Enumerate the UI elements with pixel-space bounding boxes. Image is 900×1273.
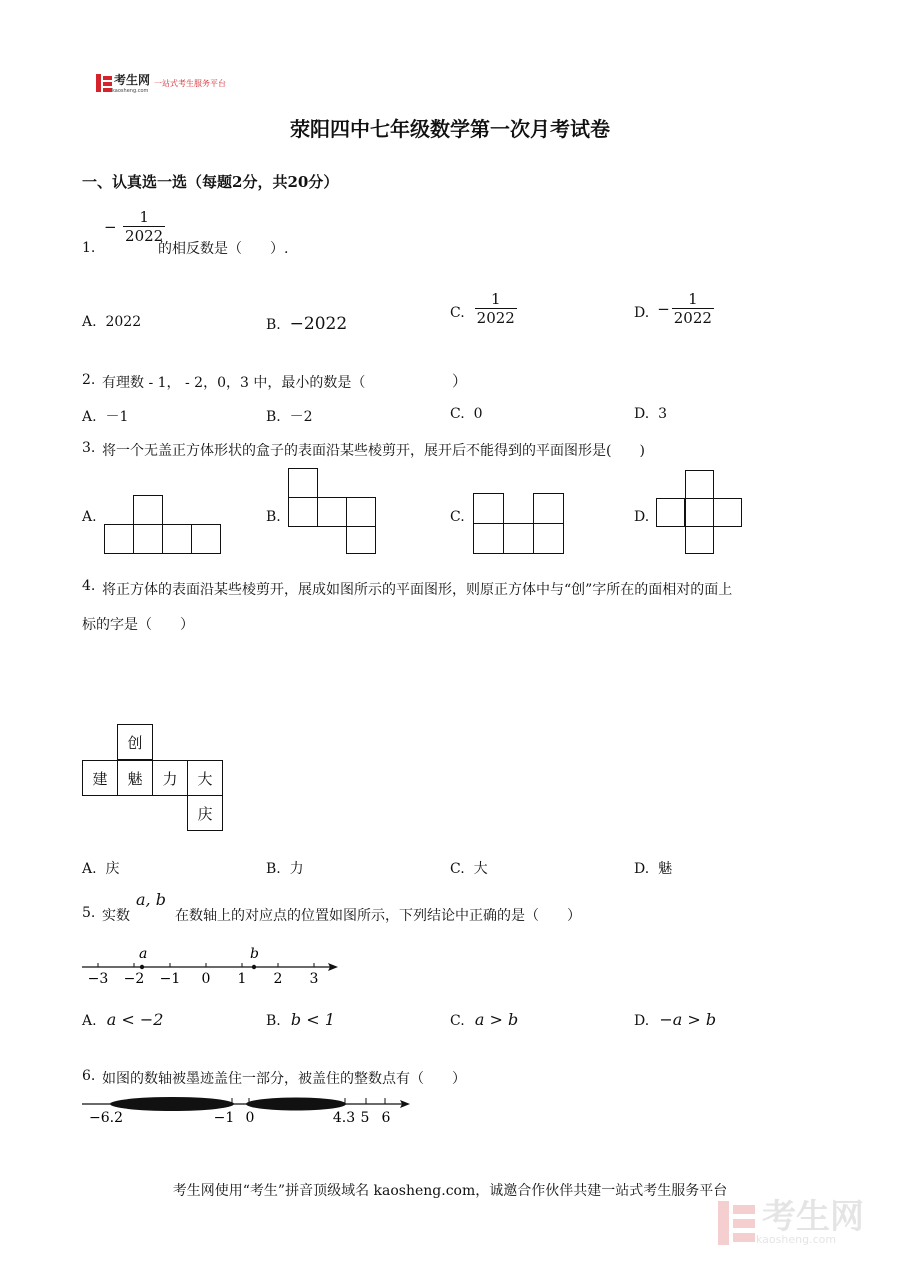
- q6-axis-label: −6.2: [89, 1110, 123, 1126]
- q4-net-cell: 力: [152, 760, 188, 796]
- q3-option-b-label: B.: [266, 509, 281, 525]
- q4-net-cell: 魅: [117, 760, 153, 796]
- q6-axis-label: 5: [360, 1110, 370, 1126]
- watermark-domain: kaosheng.com: [756, 1233, 837, 1246]
- q4-net-cell: 大: [187, 760, 223, 796]
- q5-point-b: [252, 965, 256, 969]
- q1-option-a: A. 2022: [82, 314, 142, 330]
- q5-option-b: B. b < 1: [266, 1010, 335, 1029]
- q2-number: 2.: [82, 372, 96, 388]
- q6-ink-blot: [110, 1097, 234, 1111]
- q4-text-line2: 标的字是（ ）: [82, 617, 194, 633]
- q1-option-d: D. − $\frac{1}{2022}$: [634, 290, 712, 327]
- q1-option-c: C. $\frac{1}{2022}$: [450, 290, 515, 327]
- logo-domain: kaosheng.com: [112, 88, 149, 94]
- q5-axis-tick-label: −3: [87, 971, 109, 986]
- page-title: 荥阳四中七年级数学第一次月考试卷: [290, 117, 610, 141]
- q3-option-c-label: C.: [450, 509, 465, 525]
- q5-option-c: C. a > b: [450, 1010, 519, 1029]
- q5-text-pre: 实数: [102, 908, 130, 924]
- q2-close: ）: [452, 372, 468, 390]
- q3-option-a-label: A.: [82, 509, 97, 525]
- q5-axis-tick-label: −1: [159, 971, 181, 986]
- q2-option-b: B. －2: [266, 409, 313, 425]
- q6-number: 6.: [82, 1068, 96, 1084]
- q2-option-d: D. 3: [634, 406, 668, 422]
- q1-neg-sign: −: [104, 217, 117, 236]
- q4-number: 4.: [82, 578, 96, 594]
- q6-axis-label: −1: [213, 1110, 235, 1126]
- q2-option-c: C. 0: [450, 406, 483, 422]
- q5-axis-tick-label: 2: [273, 971, 283, 986]
- q4-option-b: B. 力: [266, 861, 304, 877]
- q1-frac-den: 2022: [125, 227, 164, 245]
- q5-label-a: a: [139, 946, 148, 962]
- q1-frac-num: 1: [139, 208, 149, 226]
- header-logo: [96, 72, 226, 94]
- q5-text-post: 在数轴上的对应点的位置如图所示，下列结论中正确的是（ ）: [175, 908, 581, 924]
- q5-option-d: D. −a > b: [634, 1010, 717, 1029]
- watermark-logo-icon: [718, 1201, 756, 1245]
- q3-number: 3.: [82, 440, 96, 456]
- q4-text-line1: 将正方体的表面沿某些棱剪开，展成如图所示的平面图形，则原正方体中与“创”字所在的面相对的面上: [102, 582, 733, 598]
- q1-text: 的相反数是（ ）.: [158, 241, 289, 257]
- q6-text: 如图的数轴被墨迹盖住一部分，被盖住的整数点有（ ）: [102, 1071, 466, 1087]
- q1-option-b: B. −2022: [266, 314, 348, 334]
- q5-point-a: [140, 965, 144, 969]
- q4-net-cell: 创: [117, 724, 153, 760]
- q4-option-a: A. 庆: [82, 861, 120, 877]
- q6-axis-label: 6: [381, 1110, 391, 1126]
- q5-number: 5.: [82, 905, 96, 921]
- footer-text: 考生网使用“考生”拼音顶级域名 kaosheng.com，诚邀合作伙伴共建一站式考生服务平台: [172, 1183, 728, 1199]
- q5-number-line: [80, 940, 350, 986]
- q1-fraction: [104, 208, 165, 245]
- q5-axis-tick-label: 3: [309, 971, 319, 986]
- q4-option-c: C. 大: [450, 861, 488, 877]
- q6-ink-blot: [246, 1098, 346, 1111]
- q4-net-cell: 庆: [187, 795, 223, 831]
- q5-axis-tick-label: −2: [123, 971, 145, 986]
- logo-name: 考生网: [114, 73, 151, 87]
- q4-net-cell: 建: [82, 760, 118, 796]
- q5-label-b: b: [250, 946, 259, 962]
- watermark: [718, 1197, 864, 1246]
- q5-option-a: A. a < −2: [82, 1010, 164, 1029]
- q6-axis-label: 0: [245, 1110, 255, 1126]
- q4-option-d: D. 魅: [634, 861, 673, 877]
- q2-option-a: A. －1: [82, 409, 129, 425]
- q5-vars: a, b: [136, 890, 166, 909]
- watermark-name: 考生网: [762, 1197, 864, 1237]
- q5-axis-tick-label: 1: [237, 971, 247, 986]
- q3-text: 将一个无盖正方体形状的盒子的表面沿某些棱剪开，展开后不能得到的平面图形是( ): [102, 443, 645, 459]
- q6-number-line: [80, 1092, 420, 1126]
- section-heading: 一、认真选一选（每题2分，共20分）: [82, 173, 339, 191]
- logo-slogan: 一站式考生服务平台: [154, 78, 227, 88]
- logo-text: [112, 72, 150, 94]
- q3-option-d-label: D.: [634, 509, 650, 525]
- logo-icon: [96, 74, 112, 92]
- q2-text: 有理数 - 1， - 2，0，3 中，最小的数是（: [102, 375, 366, 391]
- q5-axis-tick-label: 0: [201, 971, 211, 986]
- q1-number: 1.: [82, 240, 96, 256]
- q6-axis-label: 4.3: [332, 1110, 356, 1126]
